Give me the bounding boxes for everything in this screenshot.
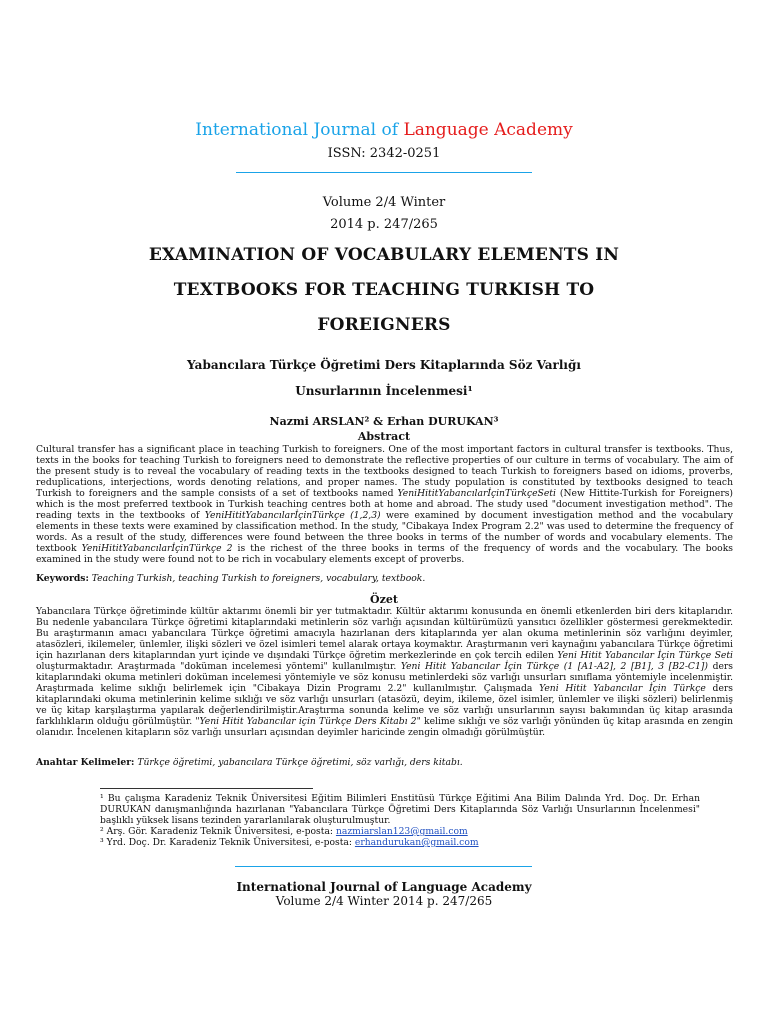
- footnote-2-text: ² Arş. Gör. Karadeniz Teknik Üniversitesi, e-posta:: [100, 826, 336, 837]
- ozet-part2: oluşturmaktadır. Araştırmada "doküman incelemesi yöntemi" kullanılmıştır.: [36, 661, 401, 672]
- abstract-ital3: YeniHititYabancılarİçinTürkçe 2: [81, 543, 233, 554]
- footnote-1: ¹ Bu çalışma Karadeniz Teknik Üniversitesi Eğitim Bilimleri Enstitüsü Türkçe Eğitimi Ana Bilim Dalında Yrd. Doç. Dr. Erhan DURUKAN danışmanlığında hazırlanan "Yabancılara Türkçe Öğretimi Ders Kitaplarında Söz Varlığı Unsurlarının İncelenmesi" başlıklı yüksek lisans tezinden yararlanılarak oluşturulmuştur.: [100, 793, 700, 826]
- footer-journal: International Journal of Language Academy: [236, 880, 532, 894]
- journal-title-part2: Language Academy: [403, 120, 573, 140]
- footnote-3-email-link[interactable]: erhandurukan@gmail.com: [354, 837, 479, 848]
- page-footer: [0, 880, 768, 908]
- abstract-part4: is the richest of the three books in terms of the frequency of words and the vocabulary. The books examined in the study were found not to be rich in vocabulary elements except of proverbs.: [36, 543, 733, 565]
- paper-title-line1: EXAMINATION OF VOCABULARY ELEMENTS IN: [148, 245, 620, 265]
- paper-subtitle-line2: Unsurlarının İncelenmesi¹: [295, 384, 473, 398]
- abstract-part1: Cultural transfer has a significant place in teaching Turkish to foreigners. One of the most important factors in cultural transfer is textbooks. Thus, texts in the books for teaching Turkish to foreigners need to demonstrate the reflective properties of our culture in terms of vocabulary. The aim of the present study is to reveal the vocabulary of reading texts in the textbooks designed to teach Turkish to foreigners based on idioms, proverbs, reduplications, interjections, words denoting relations, and proper names. The study population is constituted by textbooks designed to teach Turkish to foreigners and the sample consists of a set of textbooks named: [36, 444, 733, 499]
- journal-title-part1: International Journal of: [195, 120, 404, 140]
- ozet-part4: ders kitaplarındaki okuma metinlerinin kelime sıklığı ve söz varlığı unsurları (atasözü, deyim, ikileme, özel isimler, ünlemler ve ilişki sözleri) belirlenmiş ve üç kitap karşılaştırma yapılarak değerlendirilmiştir.Araştırma sonunda kelime ve söz varlığı unsurlarının sayısı bakımından üç kitap arasında farklılıkların olduğu görülmüştür.: [36, 683, 733, 727]
- abstract-text: [36, 444, 733, 565]
- keywords-label: Keywords:: [36, 573, 89, 584]
- pages-line: 2014 p. 247/265: [330, 217, 438, 232]
- ozet-ital3: Yeni Hitit Yabancılar İçin Türkçe: [539, 683, 706, 694]
- ozet-ital1: Yeni Hitit Yabancılar İçin Türkçe Seti: [557, 650, 733, 661]
- paper-subtitle: [0, 352, 768, 404]
- ozet-ital4: "Yeni Hitit Yabancılar için Türkçe Ders Kitabı 2": [195, 716, 421, 727]
- ozet-part5: kelime sıklığı ve söz varlığı yönünden üç kitap arasında en zengin olanıdır. İncelenen kitapların söz varlığı unsurları açısından deyimler haricinde zengin olmadığı görülmüştür.: [36, 716, 733, 738]
- footnote-2-email-link[interactable]: nazmiarslan123@gmail.com: [335, 826, 468, 837]
- authors: Nazmi ARSLAN² & Erhan DURUKAN³: [269, 415, 499, 428]
- paper-title-line2: TEXTBOOKS FOR TEACHING TURKISH TO: [173, 280, 595, 300]
- keywords-value: Teaching Turkish, teaching Turkish to foreigners, vocabulary, textbook.: [88, 573, 426, 584]
- anahtar-value: Türkçe öğretimi, yabancılara Türkçe öğretimi, söz varlığı, ders kitabı.: [134, 757, 463, 768]
- footnote-divider: [100, 788, 313, 789]
- ozet-heading: Özet: [370, 593, 398, 606]
- paper-title-line3: FOREIGNERS: [317, 315, 451, 335]
- footnote-3-text: ³ Yrd. Doç. Dr. Karadeniz Teknik Üniversitesi, e-posta:: [100, 837, 355, 848]
- abstract-part3: were examined by document investigation method and the vocabulary elements in these texts were examined by classification method. In the study, "Cibakaya Index Program 2.2" was used to determine the frequency of words. As a result of the study, differences were found between the three books in terms of the number of words and vocabulary elements. The textbook: [36, 510, 733, 554]
- footer-volume: Volume 2/4 Winter 2014 p. 247/265: [275, 894, 493, 908]
- paper-subtitle-line1: Yabancılara Türkçe Öğretimi Ders Kitaplarında Söz Varlığı: [187, 358, 581, 372]
- paper-title: [0, 238, 768, 343]
- anahtar-label: Anahtar Kelimeler:: [36, 757, 135, 768]
- abstract-ital2: YeniHititYabancılarİçinTürkçe (1,2,3): [204, 510, 381, 521]
- footnote-2: [100, 826, 700, 837]
- keywords: [36, 573, 733, 584]
- ozet-part1: Yabancılara Türkçe öğretiminde kültür aktarımı önemli bir yer tutmaktadır. Kültür aktarımı konusunda en önemli etkenlerden biri ders kitaplarıdır. Bu nedenle yabancılara Türkçe öğretimi kitaplarındaki metinlerin söz varlığı açısından kültürümüzü yansıtıcı özellikler göstermesi gerekmektedir. Bu araştırmanın amacı yabancılara Türkçe öğretimi amacıyla hazırlanan ders kitaplarında yer alan okuma metinlerinin söz varlığını deyimler, atasözleri, ikilemeler, ünlemler, ilişki sözleri ve özel isimleri temel alarak ortaya koymaktır. Araştırmanın veri kaynağını yabancılara Türkçe öğretimi için hazırlanan ders kitaplarından yurt içinde ve dışındaki Türkçe öğretim merkezlerinde en çok tercih edilen: [36, 606, 733, 661]
- ozet-part3: ders kitaplarındaki okuma metinleri doküman incelemesi yöntemiyle ve söz konusu metinlerdeki söz varlığı unsurları sınıflama yöntemiyle incelenmiştir. Araştırmada kelime sıklığı belirlemek için "Cibakaya Dizin Programı 2.2" kullanılmıştır. Çalışmada: [36, 661, 733, 694]
- abstract-heading: Abstract: [357, 430, 411, 443]
- abstract-ital1: YeniHititYabancılarİçinTürkçeSeti: [397, 488, 556, 499]
- abstract-part2: (New Hittite-Turkish for Foreigners) which is the most preferred textbook in Turkish teaching centres both at home and abroad. The study used "document investigation method". The reading texts in the textbooks of: [36, 488, 734, 521]
- footnotes: [100, 793, 700, 848]
- ozet-ital2: Yeni Hitit Yabancılar İçin Türkçe (1 [A1-A2], 2 [B1], 3 [B2-C1]): [400, 661, 708, 672]
- footnote-3: [100, 837, 700, 848]
- footer-divider: [235, 866, 532, 867]
- volume-line: Volume 2/4 Winter: [322, 195, 446, 210]
- journal-title: [0, 120, 768, 140]
- header-divider: [236, 172, 532, 173]
- issn: ISSN: 2342-0251: [327, 146, 441, 161]
- volume-info: [0, 192, 768, 236]
- anahtar-kelimeler: [36, 757, 733, 768]
- ozet-text: [36, 606, 733, 738]
